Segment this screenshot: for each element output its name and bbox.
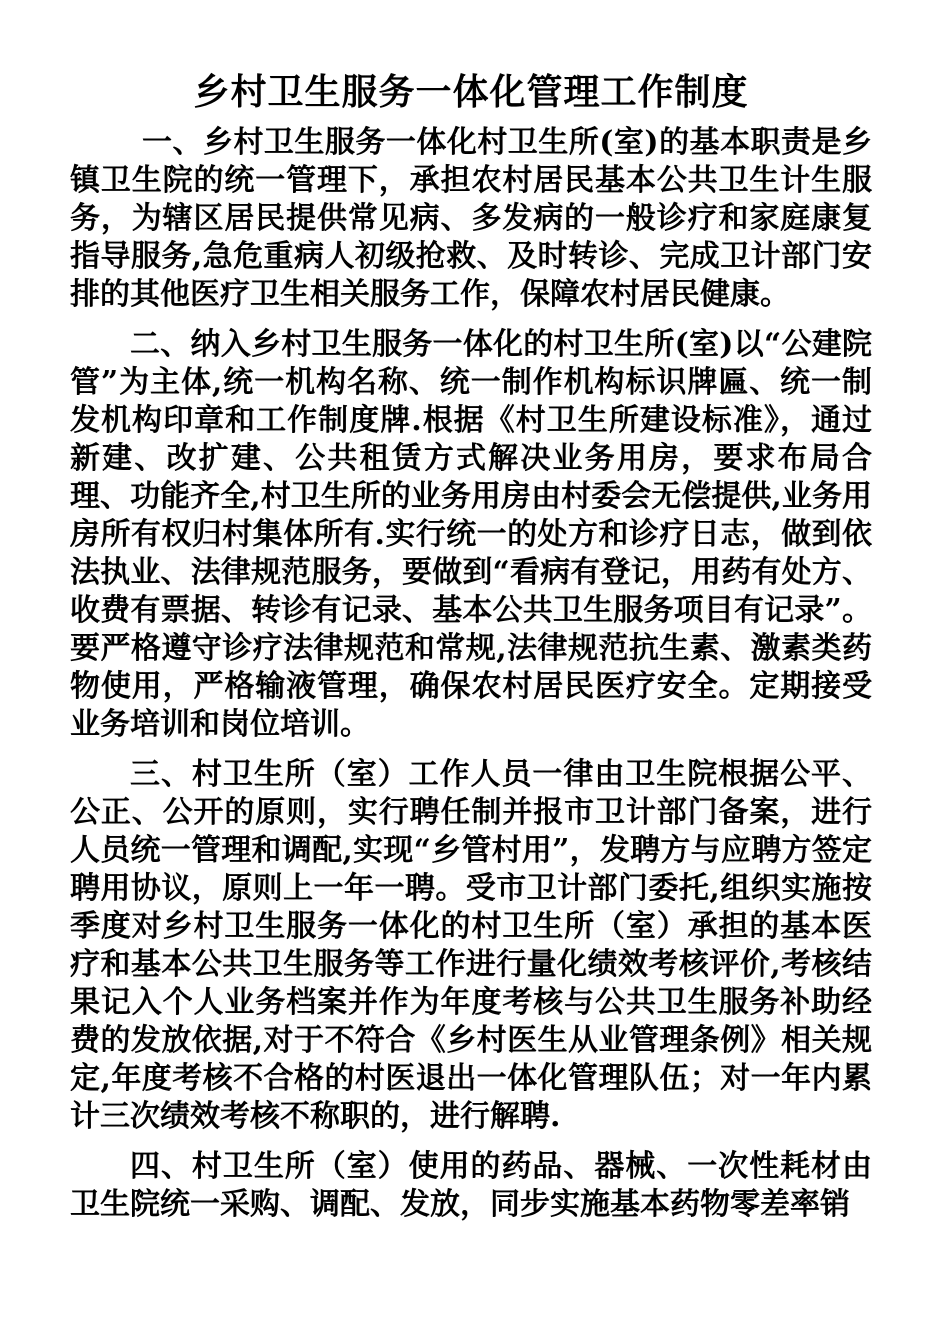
- paragraph-1: 一、乡村卫生服务一体化村卫生所(室)的基本职责是乡镇卫生院的统一管理下，承担农村居民基本公共卫生计生服务，为辖区居民提供常见病、多发病的一般诊疗和家庭康复指导服务,急危重病人初级抢救、及时转诊、完成卫计部门安排的其他医疗卫生相关服务工作，保障农村居民健康。: [70, 125, 872, 312]
- paragraph-4: 四、村卫生所（室）使用的药品、器械、一次性耗材由卫生院统一采购、调配、发放，同步实施基本药物零差率销: [70, 1149, 872, 1222]
- document-title: 乡村卫生服务一体化管理工作制度: [193, 71, 749, 113]
- paragraph-2: 二、纳入乡村卫生服务一体化的村卫生所(室)以“公建院管”为主体,统一机构名称、统一制作机构标识牌匾、统一制发机构印章和工作制度牌.根据《村卫生所建设标准》，通过新建、改扩建、公共租赁方式解决业务用房，要求布局合理、功能齐全,村卫生所的业务用房由村委会无偿提供,业务用房所有权归村集体所有.实行统一的处方和诊疗日志，做到依法执业、法律规范服务，要做到“看病有登记，用药有处方、收费有票据、转诊有记录、基本公共卫生服务项目有记录”。要严格遵守诊疗法律规范和常规,法律规范抗生素、激素类药物使用，严格输液管理，确保农村居民医疗安全。定期接受业务培训和岗位培训。: [70, 327, 872, 742]
- paragraph-3: 三、村卫生所（室）工作人员一律由卫生院根据公平、公正、公开的原则，实行聘任制并报市卫计部门备案，进行人员统一管理和调配,实现“乡管村用”，发聘方与应聘方签定聘用协议，原则上一年一聘。受市卫计部门委托,组织实施按季度对乡村卫生服务一体化的村卫生所（室）承担的基本医疗和基本公共卫生服务等工作进行量化绩效考核评价,考核结果记入个人业务档案并作为年度考核与公共卫生服务补助经费的发放依据,对于不符合《乡村医生从业管理条例》相关规定,年度考核不合格的村医退出一体化管理队伍；对一年内累计三次绩效考核不称职的，进行解聘.: [70, 757, 872, 1134]
